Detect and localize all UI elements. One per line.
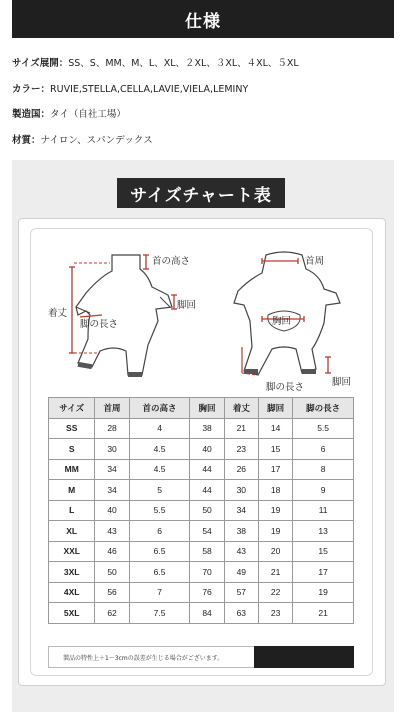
- header-chest: 胸回: [190, 398, 224, 419]
- label-neck-height: 首の高さ: [152, 256, 191, 267]
- size-table: [48, 397, 354, 624]
- table-cell: 26: [224, 459, 258, 480]
- table-cell: 4.5: [129, 459, 190, 480]
- table-cell: MM: [49, 459, 95, 480]
- size-chart-title: サイズチャート表: [117, 178, 285, 208]
- spec-origin-label: 製造国：: [12, 109, 51, 120]
- table-cell: 4XL: [49, 582, 95, 603]
- table-cell: 15: [258, 439, 292, 460]
- table-cell: XXL: [49, 541, 95, 562]
- table-row: [49, 480, 354, 501]
- table-cell: 50: [95, 562, 129, 583]
- table-cell: 8: [293, 459, 354, 480]
- table-row: [49, 603, 354, 624]
- table-cell: 4: [129, 418, 190, 439]
- header-length: 着丈: [224, 398, 258, 419]
- spec-origin-value: タイ（自社工場）: [50, 109, 126, 120]
- table-row: [49, 459, 354, 480]
- table-cell: 6: [129, 521, 190, 542]
- table-cell: 7: [129, 582, 190, 603]
- label-neck-circ: 首周: [305, 256, 325, 267]
- table-row: [49, 521, 354, 542]
- label-leg-circ-front: 脚回: [177, 300, 197, 311]
- size-table-header-row: [49, 398, 354, 419]
- table-cell: M: [49, 480, 95, 501]
- table-cell: 70: [190, 562, 224, 583]
- table-row: [49, 439, 354, 460]
- table-cell: 56: [95, 582, 129, 603]
- table-cell: SS: [49, 418, 95, 439]
- table-cell: 19: [258, 500, 292, 521]
- spec-color-value: RUVIE,STELLA,CELLA,LAVIE,VIELA,LEMINY: [50, 84, 249, 95]
- header-size: サイズ: [49, 398, 95, 419]
- spec-material: [12, 132, 153, 146]
- spec-sizes-label: サイズ展開：: [12, 58, 69, 69]
- table-cell: 34: [224, 500, 258, 521]
- table-cell: 6.5: [129, 541, 190, 562]
- table-cell: XL: [49, 521, 95, 542]
- table-cell: 44: [190, 459, 224, 480]
- table-cell: 43: [95, 521, 129, 542]
- label-leg-circ-back: 脚回: [332, 377, 352, 388]
- table-cell: 62: [95, 603, 129, 624]
- label-length: 着丈: [48, 308, 68, 319]
- table-cell: 23: [258, 603, 292, 624]
- spec-material-value: ナイロン、スパンデックス: [40, 135, 153, 146]
- spec-color: [12, 81, 248, 95]
- header-neck-circ: 首周: [95, 398, 129, 419]
- table-cell: 21: [258, 562, 292, 583]
- table-cell: 17: [293, 562, 354, 583]
- spec-sizes-value: SS、S、MM、M、L、XL、２XL、３XL、４XL、５XL: [68, 58, 299, 69]
- table-cell: 57: [224, 582, 258, 603]
- table-cell: 46: [95, 541, 129, 562]
- header-leg-length: 脚の長さ: [293, 398, 354, 419]
- note-bar-dark-block: [254, 646, 354, 668]
- table-cell: 19: [258, 521, 292, 542]
- table-cell: 15: [293, 541, 354, 562]
- table-cell: 5: [129, 480, 190, 501]
- table-cell: 34: [95, 459, 129, 480]
- label-chest: 胸回: [272, 316, 292, 327]
- table-cell: 23: [224, 439, 258, 460]
- table-cell: 43: [224, 541, 258, 562]
- table-cell: L: [49, 500, 95, 521]
- table-cell: 50: [190, 500, 224, 521]
- header-neck-height: 首の高さ: [129, 398, 190, 419]
- label-leg-length-back: 脚の長さ: [266, 382, 305, 393]
- table-cell: 28: [95, 418, 129, 439]
- table-cell: 30: [95, 439, 129, 460]
- table-cell: 21: [224, 418, 258, 439]
- table-cell: 5.5: [293, 418, 354, 439]
- spec-material-label: 材質：: [12, 135, 41, 146]
- table-cell: 22: [258, 582, 292, 603]
- table-cell: 84: [190, 603, 224, 624]
- table-cell: 76: [190, 582, 224, 603]
- table-cell: 6: [293, 439, 354, 460]
- garment-back-illustration: [228, 245, 378, 390]
- spec-color-label: カラー：: [12, 84, 51, 95]
- table-cell: 40: [190, 439, 224, 460]
- table-cell: 20: [258, 541, 292, 562]
- table-cell: 7.5: [129, 603, 190, 624]
- table-cell: 5.5: [129, 500, 190, 521]
- spec-origin: [12, 106, 126, 120]
- label-leg-length-front: 脚の長さ: [80, 319, 119, 330]
- table-cell: 38: [224, 521, 258, 542]
- table-cell: 5XL: [49, 603, 95, 624]
- table-cell: 4.5: [129, 439, 190, 460]
- table-cell: S: [49, 439, 95, 460]
- table-row: [49, 562, 354, 583]
- table-cell: 34: [95, 480, 129, 501]
- spec-sizes: [12, 55, 299, 69]
- table-cell: 13: [293, 521, 354, 542]
- table-cell: 30: [224, 480, 258, 501]
- garment-front-outline: [76, 255, 172, 375]
- table-row: [49, 541, 354, 562]
- table-cell: 58: [190, 541, 224, 562]
- table-cell: 40: [95, 500, 129, 521]
- table-cell: 63: [224, 603, 258, 624]
- note-bar: [48, 646, 354, 668]
- table-cell: 11: [293, 500, 354, 521]
- table-cell: 9: [293, 480, 354, 501]
- table-cell: 3XL: [49, 562, 95, 583]
- header-leg-circ: 脚回: [258, 398, 292, 419]
- table-cell: 54: [190, 521, 224, 542]
- table-cell: 38: [190, 418, 224, 439]
- table-cell: 14: [258, 418, 292, 439]
- table-cell: 49: [224, 562, 258, 583]
- table-cell: 21: [293, 603, 354, 624]
- spec-title: 仕様: [185, 11, 221, 32]
- table-cell: 6.5: [129, 562, 190, 583]
- table-cell: 44: [190, 480, 224, 501]
- spec-header: [12, 0, 394, 38]
- table-row: [49, 500, 354, 521]
- table-cell: 17: [258, 459, 292, 480]
- table-row: [49, 582, 354, 603]
- table-row: [49, 418, 354, 439]
- tolerance-note: 製品の特性上＋1〜3cmの誤差が生じる場合がございます。: [48, 646, 254, 668]
- table-cell: 18: [258, 480, 292, 501]
- table-cell: 19: [293, 582, 354, 603]
